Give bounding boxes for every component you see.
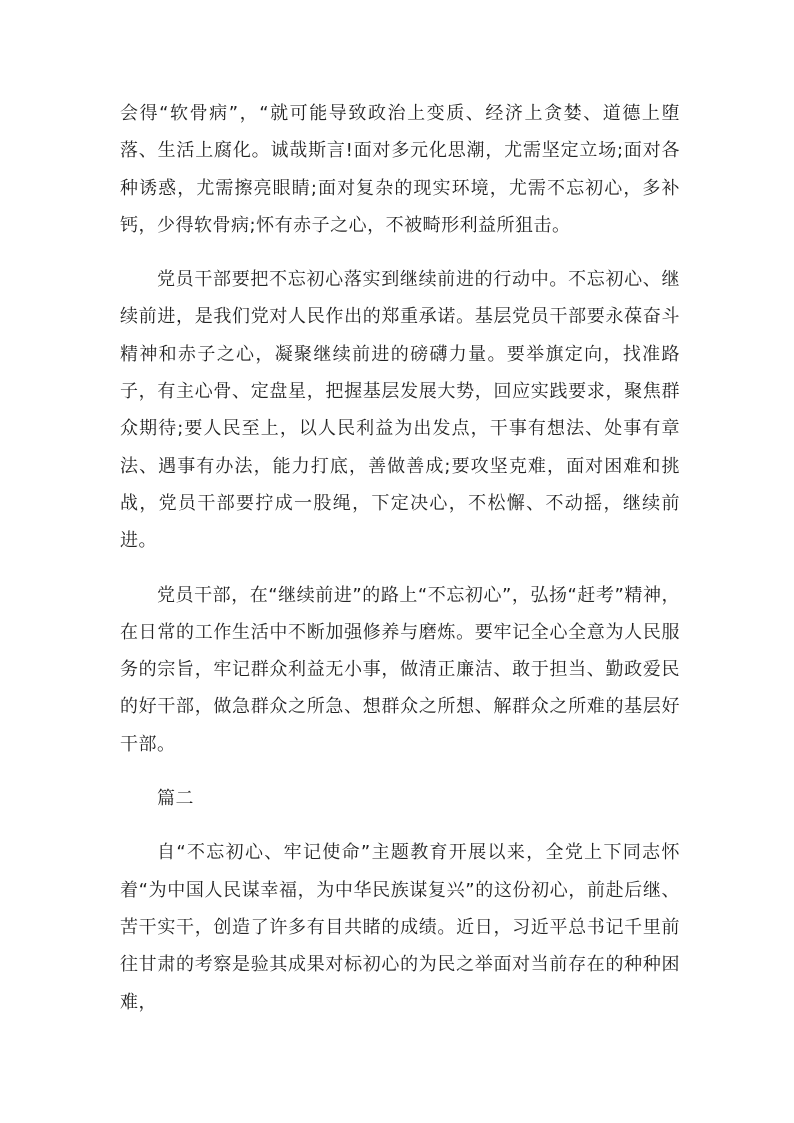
paragraph-part-two: 自“不忘初心、牢记使命”主题教育开展以来，全党上下同志怀着“为中国人民谋幸福，为中华民族谋复兴”的这份初心，前赴后继、苦干实干，创造了许多有目共睹的成绩。近日，习近平总书记千里前往甘肃的考察是验其成果对标初心的为民之举面对当前存在的种种困难， xyxy=(120,842,680,1013)
paragraph-party-cadres-action: 党员干部要把不忘初心落实到继续前进的行动中。不忘初心、继续前进，是我们党对人民作出的郑重承诺。基层党员干部要永葆奋斗精神和赤子之心，凝聚继续前进的磅礴力量。要举旗定向，找准路子，有主心骨、定盘星，把握基层发展大势，回应实践要求，聚焦群众期待;要人民至上，以人民利益为出发点，干事有想法、处事有章法、遇事有办法，能力打底，善做善成;要攻坚克难，面对困难和挑战，党员干部要拧成一股绳，下定决心，不松懈、不动摇，继续前进。 xyxy=(120,269,680,552)
paragraph-continued: 会得“软骨病”，“就可能导致政治上变质、经济上贪婪、道德上堕落、生活上腐化。诚哉斯言!面对多元化思潮，尤需坚定立场;面对各种诱惑，尤需擦亮眼睛;面对复杂的现实环境，尤需不忘初心，多补钙，少得软骨病;怀有赤子之心，不被畸形利益所狙击。 xyxy=(120,103,680,236)
document-body xyxy=(120,95,680,1021)
paragraph-party-cadres-spirit: 党员干部，在“继续前进”的路上“不忘初心”，弘扬“赶考”精神，在日常的工作生活中不断加强修养与磨炼。要牢记全心全意为人民服务的宗旨，牢记群众利益无小事，做清正廉洁、敢于担当、勤政爱民的好干部，做急群众之所急、想群众之所想、解群众之所难的基层好干部。 xyxy=(120,584,680,755)
section-heading: 篇二 xyxy=(157,788,194,810)
